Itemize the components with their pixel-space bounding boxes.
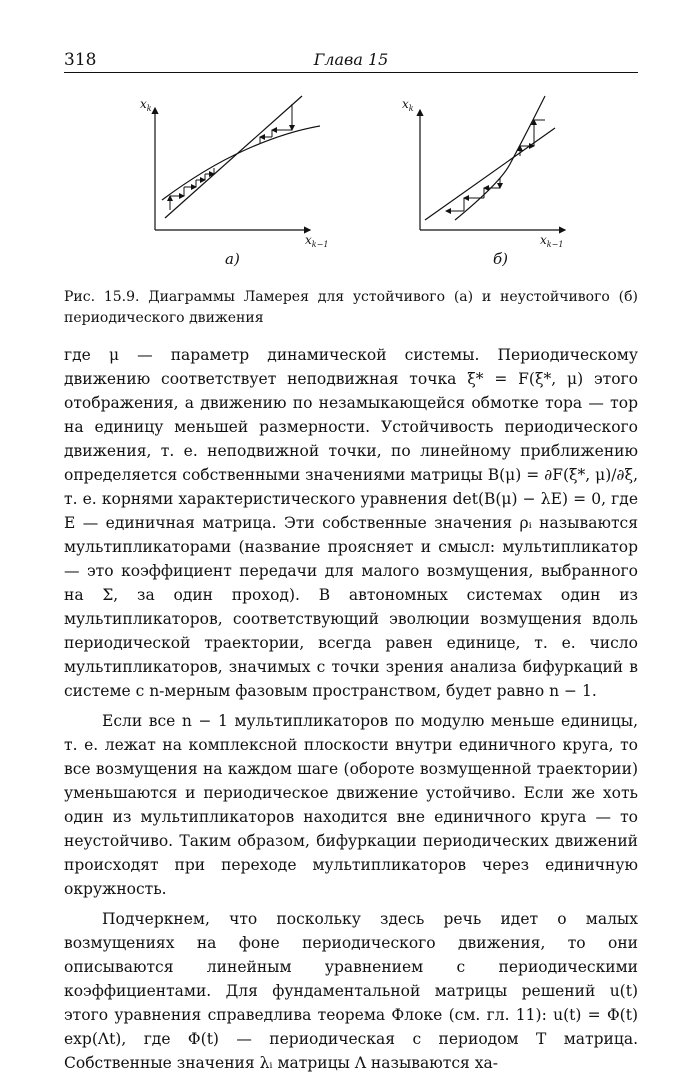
figure-label-a: a) (225, 250, 240, 268)
chapter-title: Глава 15 (313, 50, 389, 69)
staircase-right (446, 120, 545, 211)
figure-caption: Рис. 15.9. Диаграммы Ламерея для устойчивого (a) и неустойчивого (б) периодического движения (64, 289, 638, 326)
body-text (64, 343, 638, 1075)
x-axis-label-left: $x_{k-1}$ (305, 233, 329, 249)
lamerey-diagrams (0, 88, 700, 278)
bisector-left (165, 96, 302, 218)
diagram-unstable (420, 96, 565, 230)
paragraph-3: Подчеркнем, что поскольку здесь речь идет о малых возмущениях на фоне периодического движения, то они описываются линейным уравнением с периодическими коэффициентами. Для фундаментальной матрицы решений u(t) этого уравнения справедлива теорема Флоке (см. гл. 11): u(t) = Φ(t) exp(Λt), где Φ(t) — периодическая с периодом T матрица. Собственные значения λᵢ матрицы Λ называются ха- (64, 910, 638, 1072)
y-axis-label-right: $x_k$ (402, 97, 414, 113)
bisector-right (425, 128, 555, 220)
map-curve-left (162, 126, 320, 200)
page-number: 318 (64, 50, 97, 70)
diagram-stable (155, 96, 320, 230)
y-axis-label-left: $x_k$ (140, 97, 152, 113)
map-curve-right (455, 96, 545, 220)
x-axis-label-right: $x_{k-1}$ (540, 233, 564, 249)
paragraph-1: где μ — параметр динамической системы. Периодическому движению соответствует неподвижная точка ξ* = F(ξ*, μ) этого отображения, а движению по незамыкающейся обмотке тора — тор на единицу меньшей размерности. Устойчивость периодического движения, т. е. неподвижной точки, по линейному приближению определяется собственными значениями матрицы B(μ) = ∂F(ξ*, μ)/∂ξ, т. е. корнями характеристического уравнения det(B(μ) − λE) = 0, где E — единичная матрица. Эти собственные значения ρᵢ называются мультипликаторами (название проясняет и смысл: мультипликатор — это коэффициент передачи для малого возмущения, выбранного на Σ, за один проход). В автономных системах один из мультипликаторов, соответствующий эволюции возмущения вдоль периодической траектории, всегда равен единице, т. е. число мультипликаторов, значимых с точки зрения анализа бифуркаций в системе с n-мерным фазовым пространством, будет равно n − 1. (64, 346, 638, 700)
figure-label-b: б) (493, 250, 509, 268)
paragraph-2: Если все n − 1 мультипликаторов по модулю меньше единицы, т. е. лежат на комплексной плоскости внутри единичного круга, то все возмущения на каждом шаге (обороте возмущенной траектории) уменьшаются и периодическое движение устойчиво. Если же хоть один из мультипликаторов находится вне единичного круга — то неустойчиво. Таким образом, бифуркации периодических движений происходят при переходе мультипликаторов через единичную окружность. (64, 712, 638, 898)
page-header (64, 50, 638, 73)
